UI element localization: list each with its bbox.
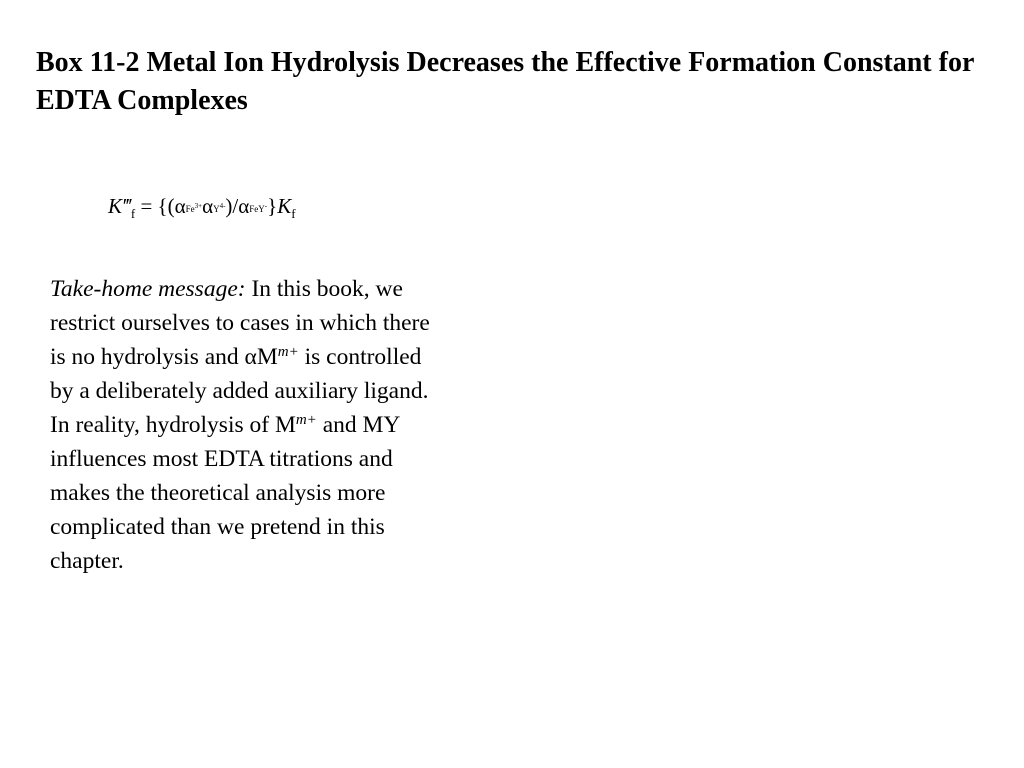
message-part-2: is controlled by a deliberately added auxiliary ligand. In reality, hydrolysis of M <box>50 344 429 438</box>
k-symbol-2: K <box>277 194 292 218</box>
message-lead: Take-home message: <box>50 276 246 302</box>
take-home-message <box>50 272 450 578</box>
message-part-3: and MY influences most EDTA titrations and makes the theoretical analysis more complicated than we pretend in this chapter. <box>50 412 400 574</box>
y-label: Y <box>213 204 220 214</box>
fe3-subscript <box>186 204 202 214</box>
f-subscript: f <box>130 206 136 221</box>
division-alpha: )/α <box>225 194 250 218</box>
slide-title: Box 11-2 Metal Ion Hydrolysis Decreases the Effective Formation Constant for EDTA Complexes <box>36 47 974 116</box>
message-part-1: In this book, we restrict ourselves to cases in which there is no hydrolysis and αM <box>50 276 430 370</box>
f-subscript-2: f <box>291 206 296 221</box>
fe-label: Fe <box>185 204 195 214</box>
y-charge: 4- <box>219 202 226 210</box>
close-brace: } <box>267 194 278 218</box>
y4-subscript <box>213 204 225 214</box>
charge-sup-1: m+ <box>277 344 299 360</box>
equals-open: = {(α <box>135 194 186 218</box>
fey-subscript <box>249 204 267 214</box>
triple-prime: ‴ <box>122 194 131 218</box>
alpha-symbol: α <box>202 194 214 218</box>
k-symbol: K <box>108 194 123 218</box>
fe-charge: 3+ <box>194 202 203 210</box>
charge-sup-2: m+ <box>295 412 317 428</box>
fey-charge: - <box>264 202 268 210</box>
effective-formation-constant-equation <box>108 194 296 222</box>
fey-label: FeY <box>249 204 265 214</box>
